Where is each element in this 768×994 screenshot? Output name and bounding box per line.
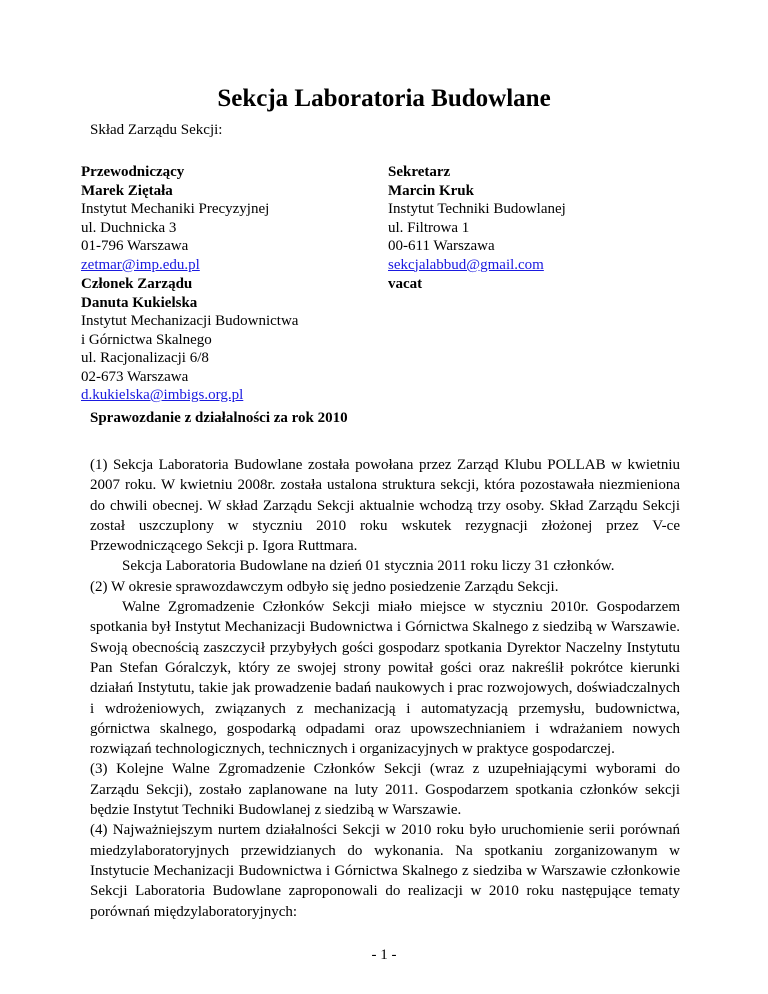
- board-secretary: [388, 163, 566, 274]
- member-role: Członek Zarządu: [81, 276, 193, 292]
- member-email-link[interactable]: d.kukielska@imbigs.org.pl: [81, 387, 244, 403]
- chair-email-link[interactable]: zetmar@imp.edu.pl: [81, 256, 200, 273]
- secretary-street: ul. Filtrowa 1: [388, 219, 470, 236]
- secretary-role: Sekretarz: [388, 164, 451, 180]
- member-name: Danuta Kukielska: [81, 294, 198, 311]
- board-chair: [81, 163, 269, 274]
- chair-role: Przewodniczący: [81, 164, 185, 180]
- member-institution-line1: Instytut Mechanizacji Budownictwa: [81, 313, 299, 329]
- chair-street: ul. Duchnicka 3: [81, 219, 177, 236]
- report-title: Sprawozdanie z działalności za rok 2010: [90, 410, 348, 426]
- page-title: Sekcja Laboratoria Budowlane: [217, 85, 551, 112]
- board-heading: Skład Zarządu Sekcji:: [90, 122, 223, 138]
- report-paragraph: (1) Sekcja Laboratoria Budowlane została powołana przez Zarząd Klubu POLLAB w kwietniu 2007 roku. W kwietniu 2008r. została ustalona struktura sekcji, która pozostawała niezmieniona do chwili obecnej. W skład Zarządu Sekcji aktualnie wchodzą trzy osoby. Skład Zarządu Sekcji został uszczuplony w styczniu 2010 roku wskutek rezygnacji złożonej przez V-ce Przewodniczącego Sekcji p. Igora Ruttmara.: [90, 457, 680, 555]
- report-body: [90, 455, 680, 922]
- page-number: - 1 -: [371, 947, 397, 963]
- report-paragraph: (4) Najważniejszym nurtem działalności Sekcji w 2010 roku było uruchomienie serii porównań miedzylaboratoryjnych przewidzianych do wykonania. Na spotkaniu zorganizowanym w Instytucie Mechanizacji Budownictwa i Górnictwa Skalnego z siedziba w Warszawie członkowie Sekcji Laboratoria Budowlane zaproponowali do realizacji w 2010 roku następujące tematy porównań międzylaboratoryjnych:: [90, 822, 680, 920]
- secretary-name: Marcin Kruk: [388, 182, 474, 199]
- chair-city: 01-796 Warszawa: [81, 238, 189, 254]
- board-vacancy: vacat: [388, 276, 423, 292]
- report-paragraph: Sekcja Laboratoria Budowlane na dzień 01 stycznia 2011 roku liczy 31 członków.: [122, 558, 615, 575]
- member-institution-line2: i Górnictwa Skalnego: [81, 331, 212, 348]
- report-paragraph: Walne Zgromadzenie Członków Sekcji miało miejsce w styczniu 2010r. Gospodarzem spotkania był Instytut Mechanizacji Budownictwa i Górnictwa Skalnego z siedzibą w Warszawie. Swoją obecnością zaszczycił przybyłych gości gospodarz spotkania Dyrektor Naczelny Instytutu Pan Stefan Góralczyk, który ze swojej strony powitał gości oraz nakreślił pokrótce kierunki działań Instytutu, takie jak prowadzenie badań naukowych i prac rozwojowych, doświadczalnych i wdrożeniowych, związanych z mechanizacją i automatyzacją przemysłu, budownictwa, górnictwa skalnego, gospodarką odpadami oraz upowszechnianiem i wdrażaniem nowych rozwiązań technologicznych, technicznych i organizacyjnych w praktyce gospodarczej.: [90, 599, 680, 758]
- report-paragraph: (2) W okresie sprawozdawczym odbyło się jedno posiedzenie Zarządu Sekcji.: [90, 578, 559, 595]
- board-member: [81, 275, 298, 405]
- chair-institution: Instytut Mechaniki Precyzyjnej: [81, 201, 270, 217]
- member-city: 02-673 Warszawa: [81, 368, 189, 385]
- report-paragraph: (3) Kolejne Walne Zgromadzenie Członków Sekcji (wraz z uzupełniającymi wyborami do Zarządu Sekcji), zostało zaplanowane na luty 2011. Gospodarzem spotkania członków sekcji będzie Instytut Techniki Budowlanej z siedzibą w Warszawie.: [90, 761, 680, 819]
- chair-name: Marek Ziętała: [81, 182, 173, 199]
- secretary-email-link[interactable]: sekcjalabbud@gmail.com: [388, 256, 544, 273]
- secretary-institution: Instytut Techniki Budowlanej: [388, 201, 566, 217]
- secretary-city: 00-611 Warszawa: [388, 238, 495, 254]
- member-street: ul. Racjonalizacji 6/8: [81, 350, 209, 366]
